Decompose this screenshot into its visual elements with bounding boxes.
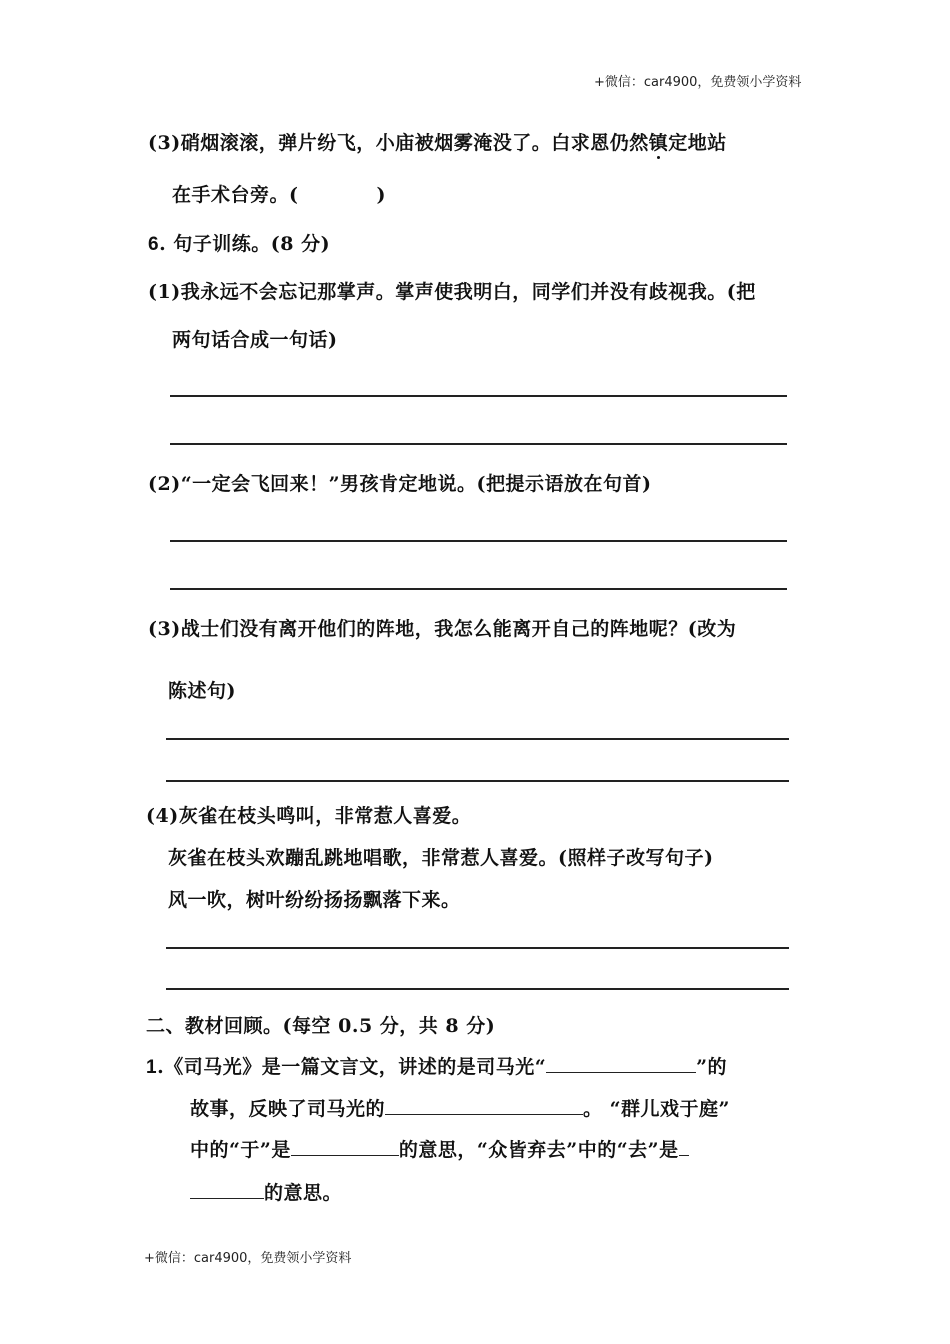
q6-3-answer-line-1[interactable]	[166, 738, 789, 740]
q6-4-line2: 灰雀在枝头欢蹦乱跳地唱歌，非常惹人喜爱。(照样子改写句子)	[168, 847, 714, 869]
q6-2-line1: (2)“一定会飞回来！”男孩肯定地说。(把提示语放在句首)	[148, 473, 652, 495]
q5-3-line1-post: 定地站	[668, 132, 727, 154]
q6-1-answer-line-2[interactable]	[170, 443, 787, 445]
watermark-bottom: +微信：car4900，免费领小学资料	[144, 1251, 352, 1266]
q6-2-answer-line-2[interactable]	[170, 588, 787, 590]
s2-q1-line3	[190, 1135, 689, 1162]
blank-4-start[interactable]	[679, 1136, 689, 1156]
s2-q1-line2-a: 故事，反映了司马光的	[190, 1098, 386, 1120]
s2-q1-line3-a: 中的“于”是	[190, 1139, 291, 1161]
q5-3-line2: 在手术台旁。( )	[172, 184, 386, 206]
q6-4-answer-line-2[interactable]	[166, 988, 789, 990]
s2-q1-line1-a: .《司马光》是一篇文言文，讲述的是司马光“	[157, 1056, 547, 1078]
blank-4-end[interactable]	[190, 1179, 264, 1199]
s2-q1-line2	[190, 1094, 730, 1121]
blank-1[interactable]	[546, 1053, 696, 1073]
watermark-top: +微信：car4900，免费领小学资料	[594, 75, 802, 90]
q6-3-line1: (3)战士们没有离开他们的阵地，我怎么能离开自己的阵地呢？(改为	[148, 618, 737, 640]
blank-3[interactable]	[291, 1136, 399, 1156]
q6-heading	[148, 229, 330, 256]
q5-3-line1	[148, 128, 727, 155]
q6-title: . 句子训练。(8 分)	[159, 233, 331, 255]
q6-2-answer-line-1[interactable]	[170, 540, 787, 542]
s2-q1-line1-b: ”的	[696, 1056, 728, 1078]
q6-4-answer-line-1[interactable]	[166, 947, 789, 949]
q6-3-line2: 陈述句)	[168, 680, 236, 702]
section2-score: (每空 0.5 分，共 8 分)	[282, 1015, 496, 1037]
q6-4-line3: 风一吹，树叶纷纷扬扬飘落下来。	[168, 889, 461, 911]
s2-q1-line2-b: 。 “群儿戏于庭”	[583, 1098, 730, 1120]
s2-q1-number: 1	[146, 1057, 158, 1078]
s2-q1-line3-b: 的意思，“众皆弃去”中的“去”是	[398, 1139, 679, 1161]
q5-3-line1-pre: (3)硝烟滚滚，弹片纷飞，小庙被烟雾淹没了。白求恩仍然	[148, 132, 649, 154]
q6-3-answer-line-2[interactable]	[166, 780, 789, 782]
q6-1-line2: 两句话合成一句话)	[172, 329, 338, 351]
q6-number: 6	[148, 234, 160, 255]
q6-4-line1: (4)灰雀在枝头鸣叫，非常惹人喜爱。	[146, 805, 472, 827]
q6-1-answer-line-1[interactable]	[170, 395, 787, 397]
s2-q1-line4	[190, 1178, 342, 1205]
s2-q1-line4-b: 的意思。	[264, 1182, 343, 1204]
blank-2[interactable]	[385, 1095, 583, 1115]
s2-q1-line1	[146, 1052, 727, 1079]
q5-3-emphasized-char: 镇	[648, 132, 669, 154]
section2-title: 二、教材回顾。	[146, 1015, 283, 1037]
q6-1-line1: (1)我永远不会忘记那掌声。掌声使我明白，同学们并没有歧视我。(把	[148, 281, 756, 303]
section2-heading	[146, 1011, 495, 1038]
